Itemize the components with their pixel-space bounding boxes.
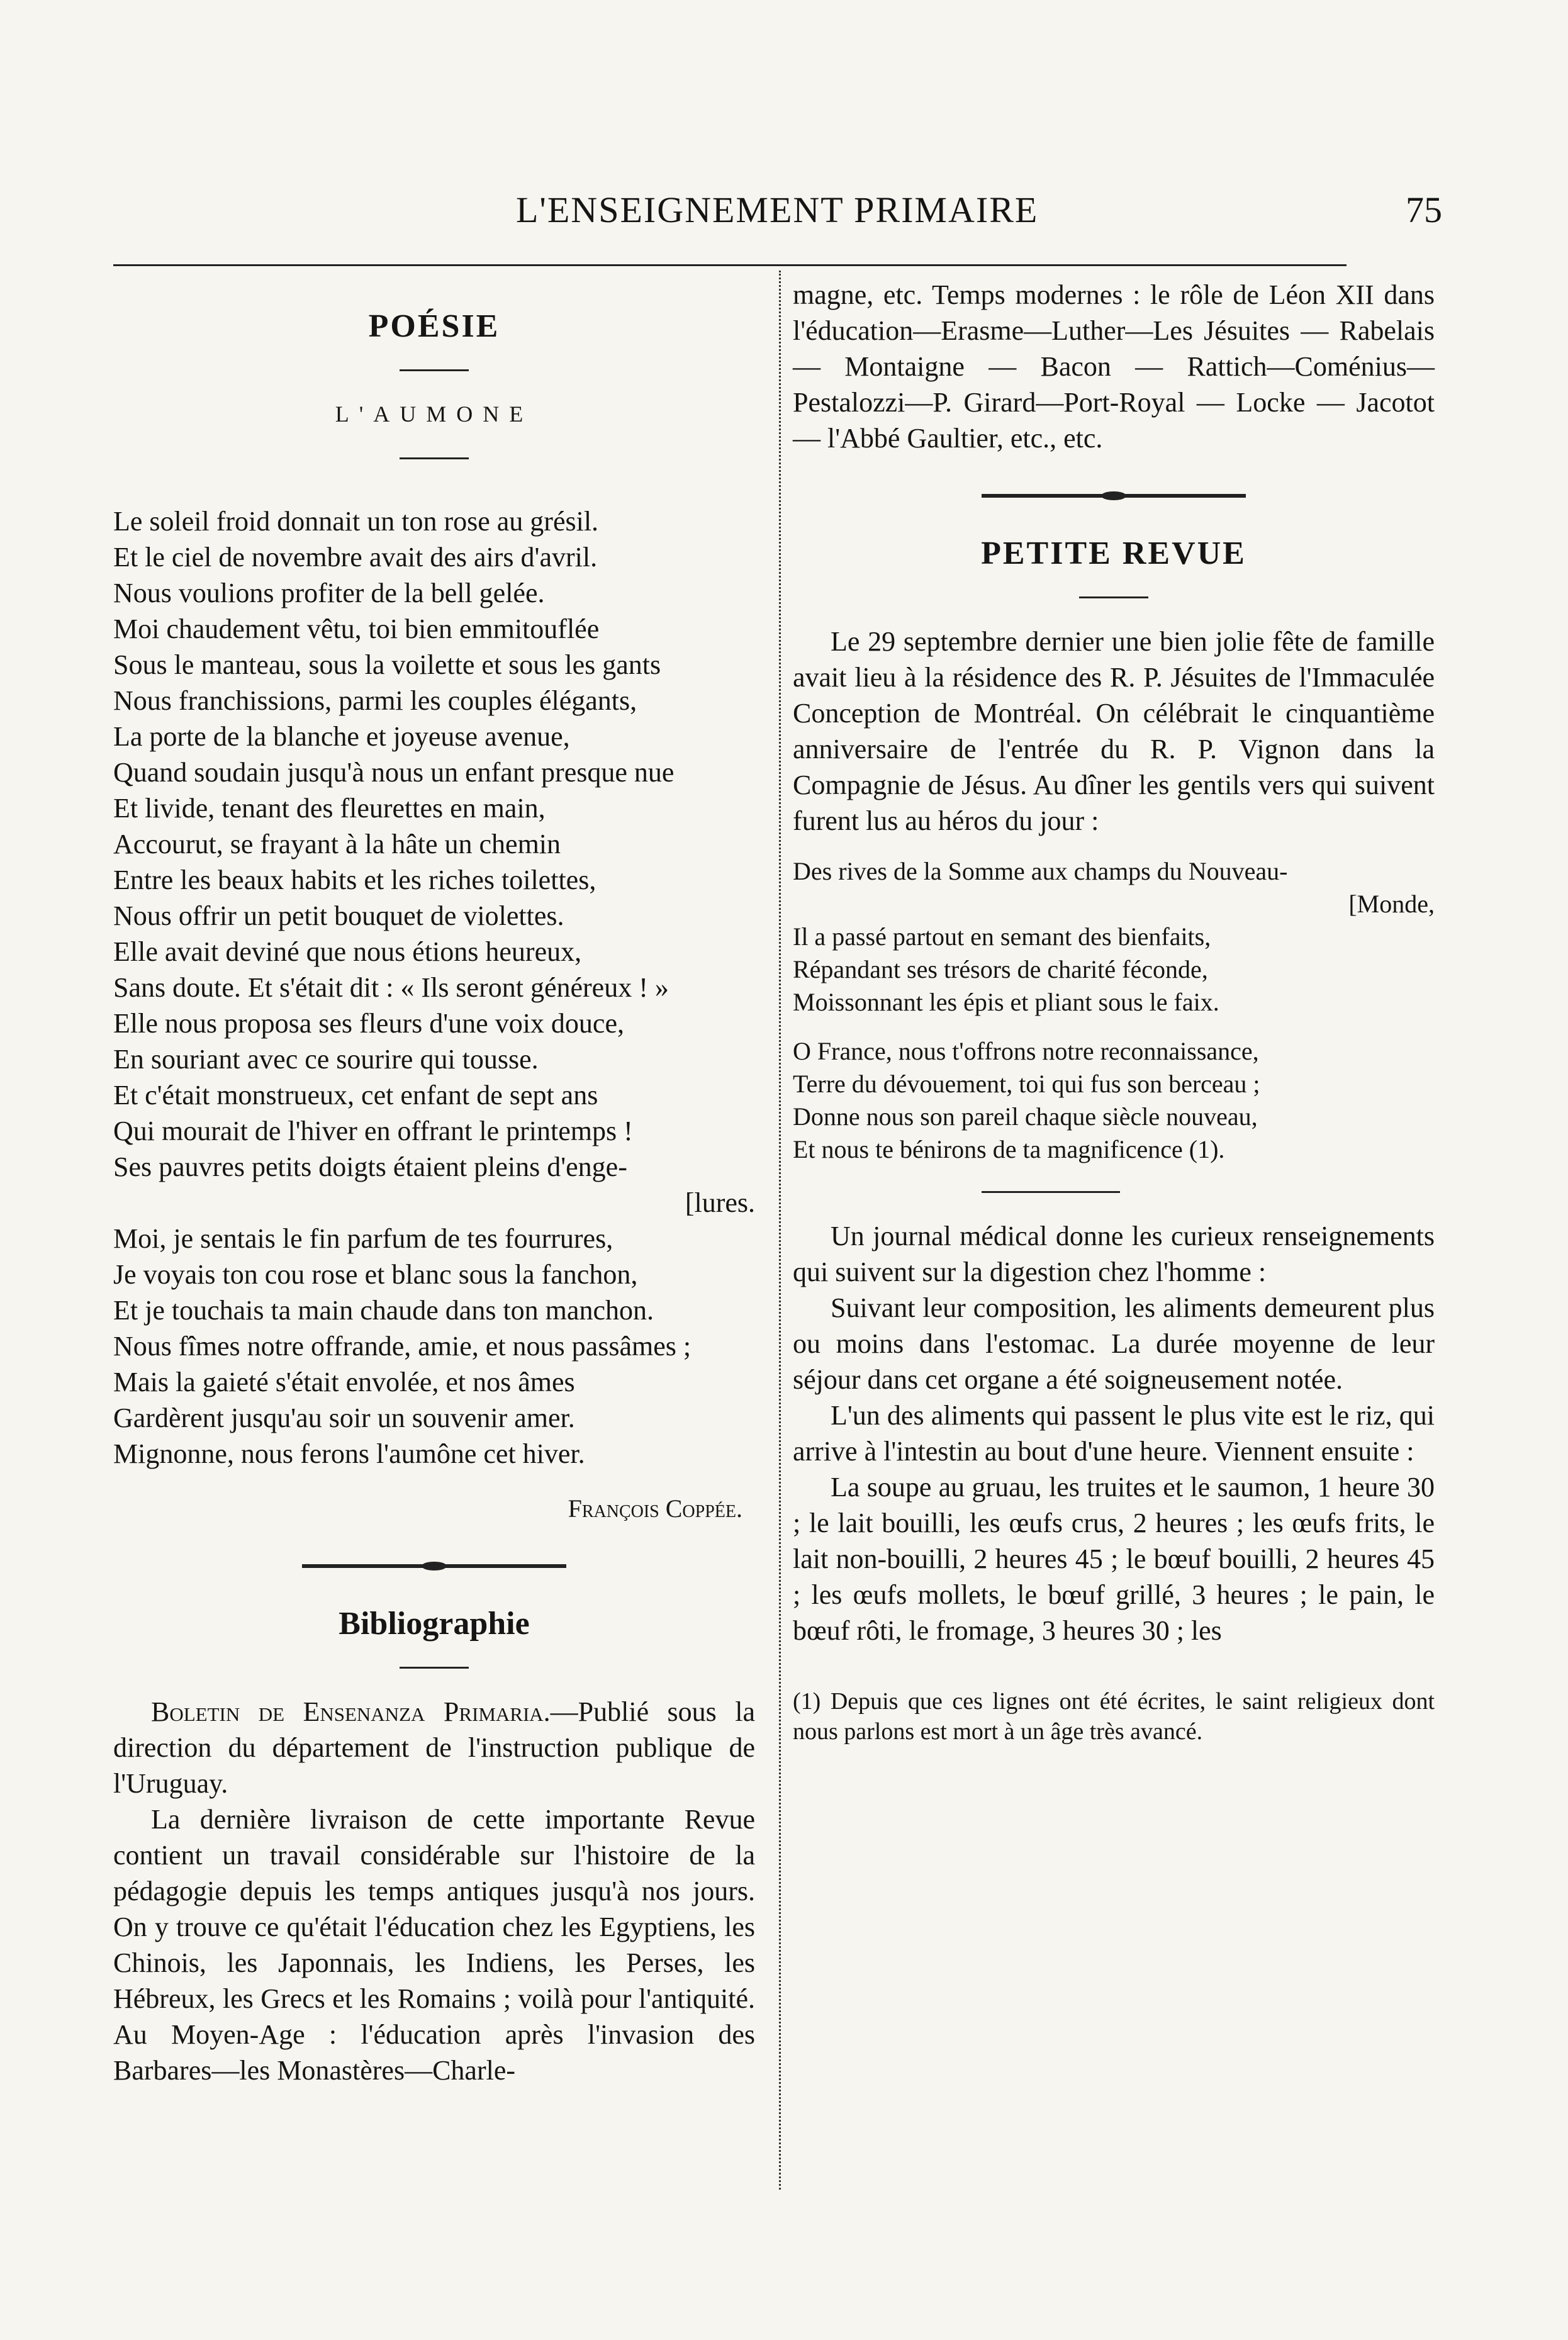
poem-line: Mignonne, nous ferons l'aumône cet hiver. [113, 1438, 585, 1469]
poem-line: Et livide, tenant des fleurettes en main, [113, 793, 546, 824]
ornamental-divider [302, 1564, 566, 1568]
section-title-poesie: POÉSIE [368, 308, 500, 344]
header-rule [113, 264, 1347, 266]
poem-line-runover: [lures. [685, 1187, 755, 1218]
poem-line: Entre les beaux habits et les riches toilettes, [113, 865, 596, 895]
poem-line: Ses pauvres petits doigts étaient pleins d'enge- [113, 1151, 627, 1182]
poem-line: Moi chaudement vêtu, toi bien emmitouflée [113, 613, 600, 644]
article-paragraph: Un journal médical donne les curieux renseignements qui suivent sur la digestion chez l'homme : [793, 1221, 1435, 1287]
poem-line: Elle avait deviné que nous étions heureux, [113, 936, 582, 967]
verse-line: Des rives de la Somme aux champs du Nouveau- [793, 857, 1288, 885]
poem-line: Accourut, se frayant à la hâte un chemin [113, 829, 561, 859]
poem-line: Et c'était monstrueux, cet enfant de sept ans [113, 1080, 598, 1111]
section-title-bibliographie: Bibliographie [339, 1606, 530, 1642]
biblio-lead: Boletin de Ensenanza Primaria. [151, 1696, 551, 1727]
poem-line: Nous fîmes notre offrande, amie, et nous passâmes ; [113, 1331, 692, 1362]
dash-divider [400, 457, 469, 459]
article-paragraph: La soupe au gruau, les truites et le saumon, 1 heure 30 ; le lait bouilli, les œufs crus, 2 heures ; les œufs frits, le lait non-bouilli, 2 heures 45 ; le bœuf bouilli, 2 heures 45 ; les œufs mollets, le bœuf grillé, 3 heures ; le pain, le bœuf rôti, le fromage, 3 heures 30 ; les [793, 1472, 1435, 1646]
dash-divider [1079, 596, 1148, 598]
poem-line: Nous offrir un petit bouquet de violettes. [113, 900, 564, 931]
poem-line: Et je touchais ta main chaude dans ton manchon. [113, 1295, 654, 1326]
poem-line: Mais la gaieté s'était envolée, et nos âmes [113, 1367, 575, 1397]
verse-stanza [793, 1035, 1435, 1166]
poem-line: Nous voulions profiter de la bell gelée. [113, 578, 545, 608]
running-head [113, 189, 1442, 239]
verse-line: Moissonnant les épis et pliant sous le faix. [793, 988, 1219, 1016]
biblio-text: —Publié sous la direction du département de l'instruction publique de l'Uruguay. [113, 1696, 755, 1799]
verse-line: Terre du dévouement, toi qui fus son berceau ; [793, 1070, 1260, 1098]
poem-line: Je voyais ton cou rose et blanc sous la fanchon, [113, 1259, 638, 1290]
ornamental-divider [982, 494, 1246, 498]
verse-line: Il a passé partout en semant des bienfaits, [793, 922, 1211, 951]
dash-divider [400, 1667, 469, 1669]
section-title-petite-revue: PETITE REVUE [981, 535, 1246, 571]
poem-line: Sans doute. Et s'était dit : « Ils seront généreux ! » [113, 972, 669, 1003]
poem-line: Le soleil froid donnait un ton rose au grésil. [113, 506, 599, 537]
poem-line: Qui mourait de l'hiver en offrant le printemps ! [113, 1116, 633, 1146]
article-paragraph: L'un des aliments qui passent le plus vite est le riz, qui arrive à l'intestin au bout d'une heure. Viennent ensuite : [793, 1400, 1435, 1467]
verse-line: Répandant ses trésors de charité féconde, [793, 955, 1208, 983]
poem-signature: François Coppée. [568, 1494, 742, 1523]
short-divider [982, 1191, 1120, 1193]
verse-line: Donne nous son pareil chaque siècle nouveau, [793, 1102, 1258, 1131]
running-title: L'ENSEIGNEMENT PRIMAIRE [516, 189, 1039, 230]
poem-line: Moi, je sentais le fin parfum de tes fourrures, [113, 1223, 613, 1254]
poem-line: Et le ciel de novembre avait des airs d'avril. [113, 542, 598, 573]
poem-line: Gardèrent jusqu'au soir un souvenir amer. [113, 1402, 575, 1433]
left-column [113, 277, 755, 2088]
column-divider [779, 271, 781, 2190]
article-paragraph: Suivant leur composition, les aliments demeurent plus ou moins dans l'estomac. La durée moyenne de leur séjour dans cet organe a été soigneusement notée. [793, 1292, 1435, 1395]
poem-line: La porte de la blanche et joyeuse avenue, [113, 721, 570, 752]
page-number: 75 [1406, 189, 1442, 230]
verse-stanza [793, 855, 1435, 1019]
poem [113, 503, 755, 1472]
poem-title: L'AUMONE [335, 401, 534, 427]
footnote: (1) Depuis que ces lignes ont été écrites, le saint religieux dont nous parlons est mort à un âge très avancé. [793, 1688, 1435, 1745]
poem-line: En souriant avec ce sourire qui tousse. [113, 1044, 539, 1075]
dash-divider [400, 369, 469, 371]
poem-line: Nous franchissions, parmi les couples élégants, [113, 685, 637, 716]
verse-line: O France, nous t'offrons notre reconnaissance, [793, 1037, 1259, 1065]
poem-line: Sous le manteau, sous la voilette et sous les gants [113, 649, 661, 680]
right-column [793, 277, 1435, 1747]
continued-paragraph: magne, etc. Temps modernes : le rôle de Léon XII dans l'éducation—Erasme—Luther—Les Jésuites — Rabelais — Montaigne — Bacon — Rattich—Coménius—Pestalozzi—P. Girard—Port-Royal — Locke — Jacotot — l'Abbé Gaultier, etc., etc. [793, 279, 1435, 454]
verse-line-runover: [Monde, [1348, 890, 1435, 918]
poem-line: Elle nous proposa ses fleurs d'une voix douce, [113, 1008, 624, 1039]
poem-line: Quand soudain jusqu'à nous un enfant presque nue [113, 757, 675, 788]
biblio-paragraph [113, 1694, 755, 1801]
verse-line: Et nous te bénirons de ta magnificence (1). [793, 1135, 1225, 1163]
biblio-paragraph: La dernière livraison de cette importante Revue contient un travail considérable sur l'histoire de la pédagogie depuis les temps antiques jusqu'à nos jours. On y trouve ce qu'était l'éducation chez les Egyptiens, les Chinois, les Japonnais, les Indiens, les Perses, les Hébreux, les Grecs et les Romains ; voilà pour l'antiquité. Au Moyen-Age : l'éducation après l'invasion des Barbares—les Monastères—Charle- [113, 1804, 755, 2086]
revue-paragraph: Le 29 septembre dernier une bien jolie fête de famille avait lieu à la résidence des R. P. Jésuites de l'Immaculée Conception de Montréal. On célébrait le cinquantième anniversaire de l'entrée du R. P. Vignon dans la Compagnie de Jésus. Au dîner les gentils vers qui suivent furent lus au héros du jour : [793, 626, 1435, 836]
